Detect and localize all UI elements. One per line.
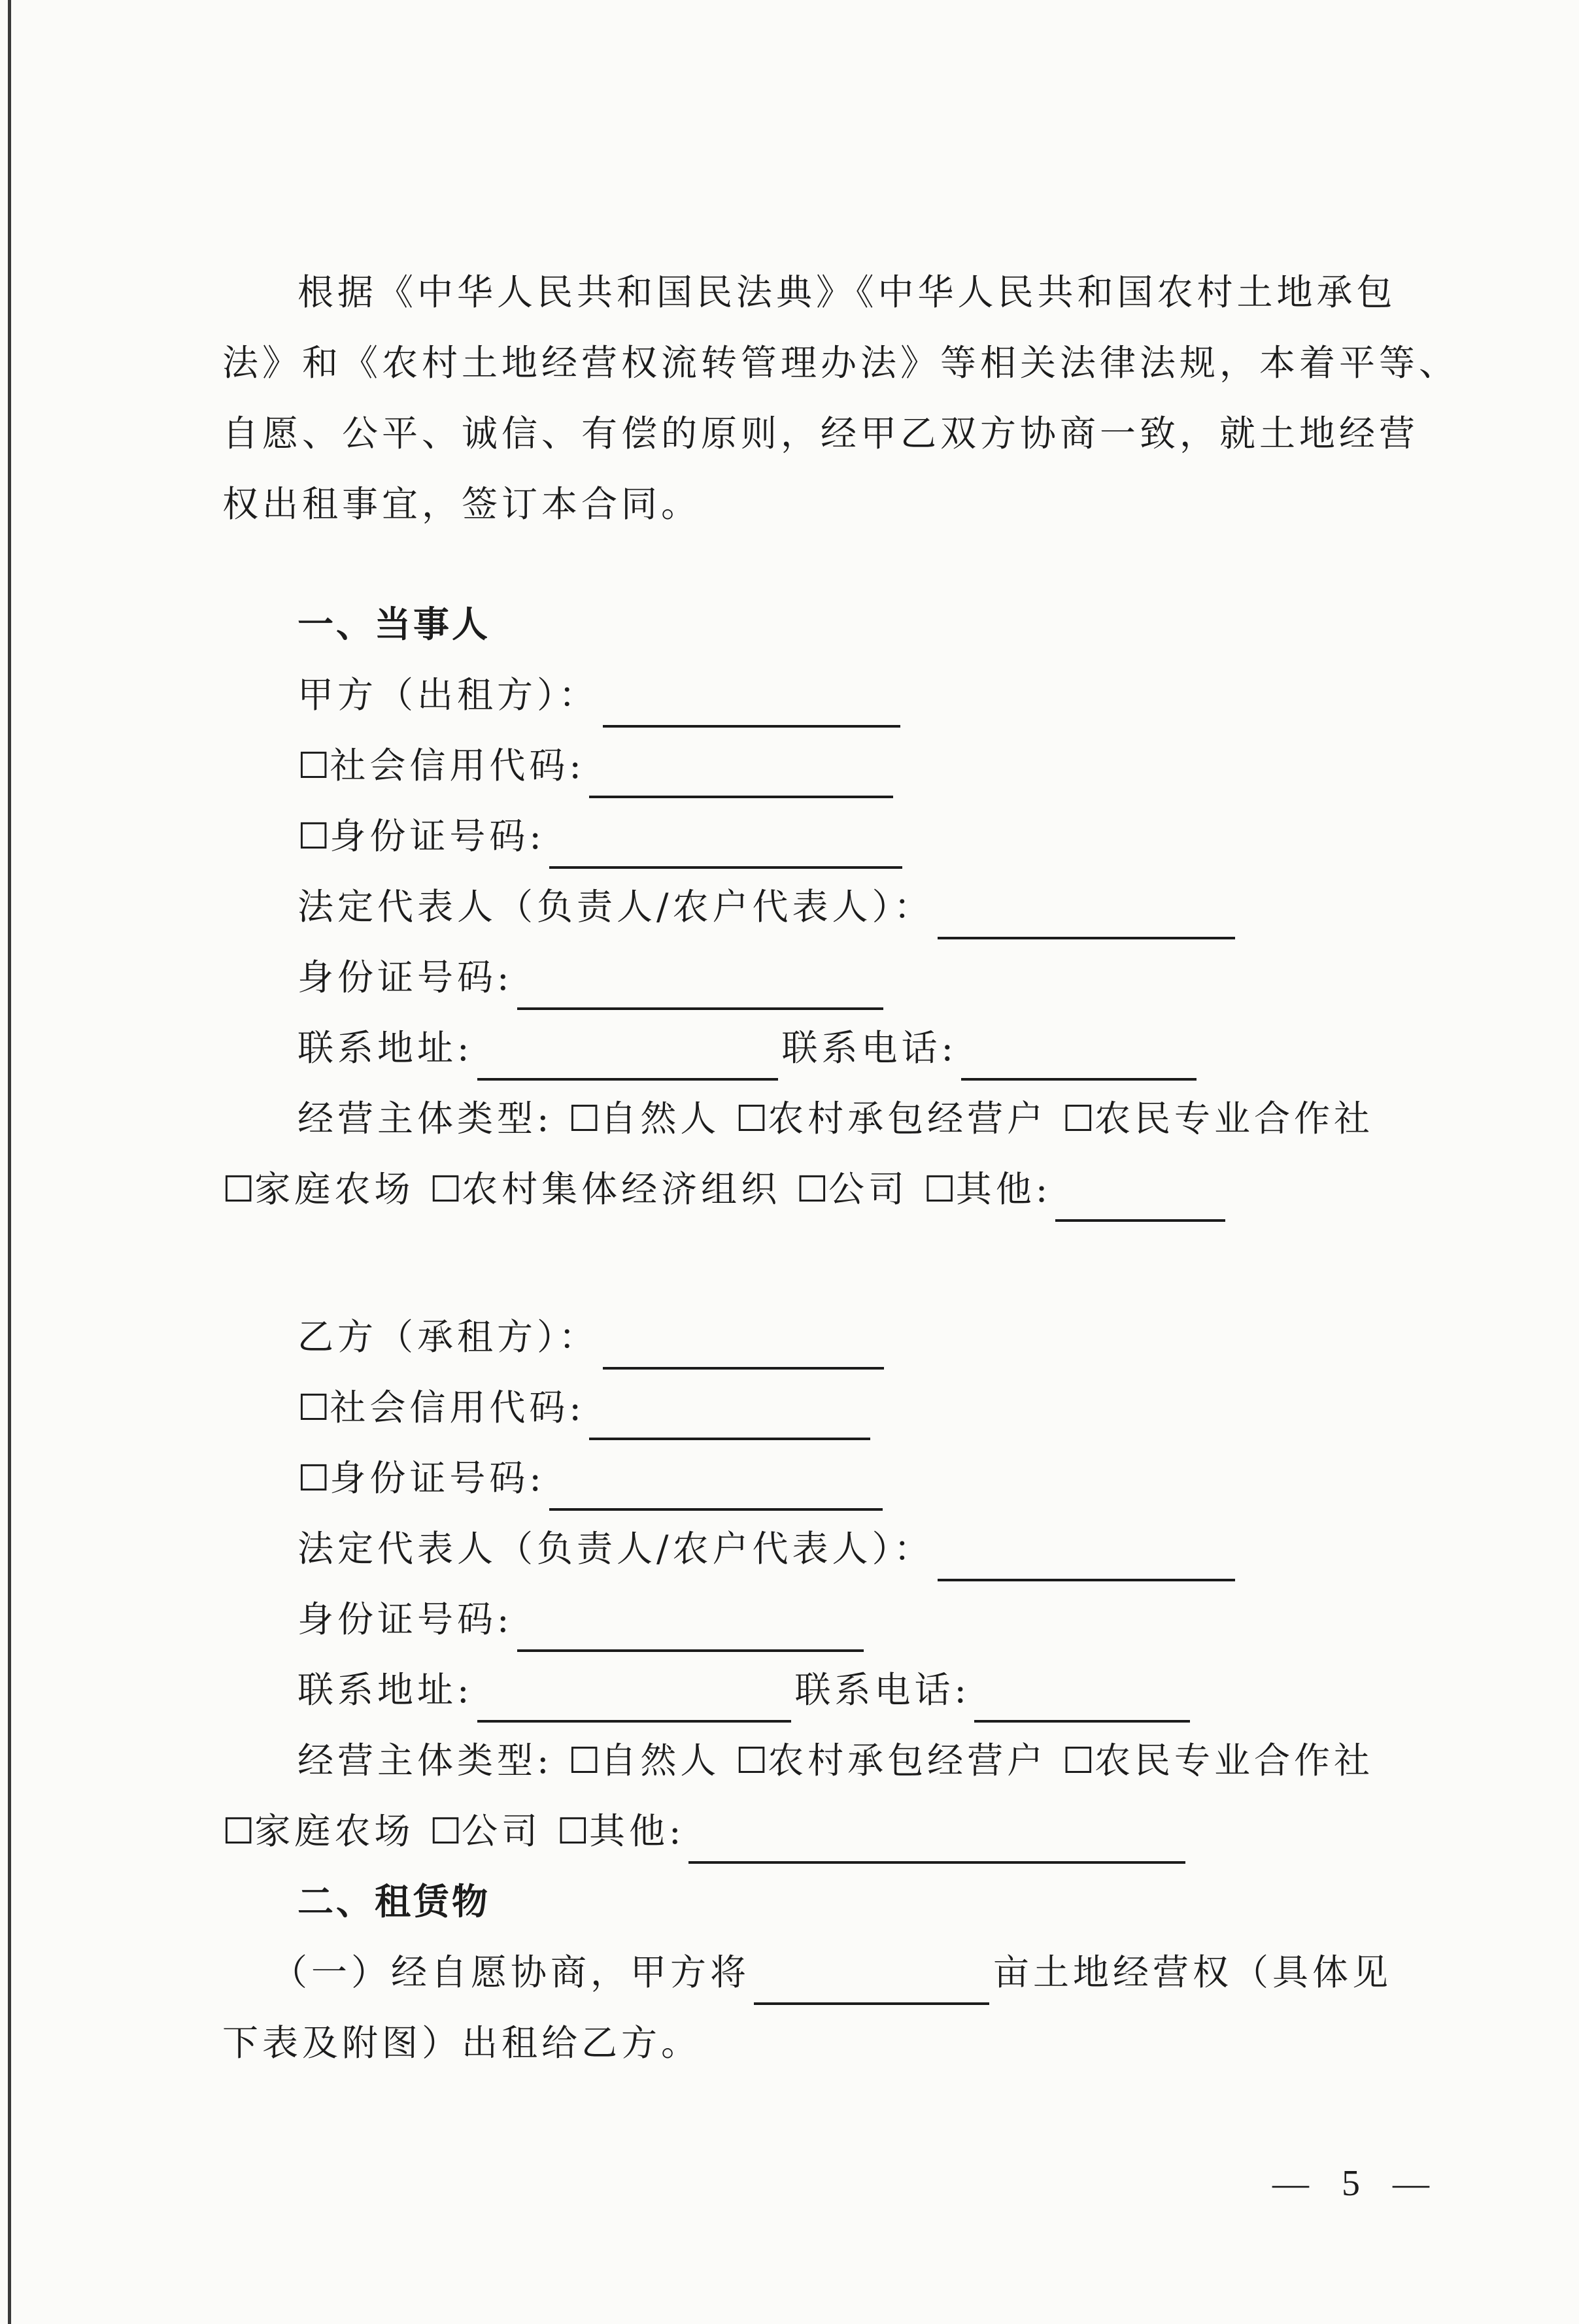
- clause-1-suffix: 亩土地经营权（具体见: [993, 1951, 1393, 1993]
- checkbox-icon[interactable]: ☐: [568, 1098, 601, 1139]
- party-b-phone-label: 联系电话:: [794, 1669, 971, 1711]
- party-b-entity-type-label: 经营主体类型:: [297, 1740, 553, 1781]
- party-a-rep-label: 法定代表人（负责人/农户代表人）：: [297, 886, 934, 928]
- type-option: 其他:: [588, 1810, 685, 1852]
- party-b-rep-label: 法定代表人（负责人/农户代表人）：: [297, 1528, 934, 1570]
- party-b-id-row: [297, 1445, 1347, 1511]
- type-option: 农民专业合作社: [1094, 1740, 1374, 1781]
- clause-1-line-2: 下表及附图）出租给乙方。: [222, 2022, 702, 2064]
- party-a-phone-label: 联系电话:: [781, 1027, 958, 1069]
- preamble-line-1: 根据《中华人民共和国民法典》《中华人民共和国农村土地承包: [297, 271, 1397, 313]
- party-a-name-row: [297, 662, 1347, 728]
- type-option: 公司: [462, 1810, 542, 1852]
- party-a-types-row-1: [297, 1086, 1374, 1151]
- type-option: 农民专业合作社: [1094, 1098, 1374, 1139]
- party-b-contact-row: [297, 1657, 1347, 1723]
- checkbox-icon[interactable]: ☐: [429, 1168, 462, 1210]
- party-a-credit-label: 社会信用代码:: [330, 745, 585, 786]
- party-b-credit-field[interactable]: [589, 1392, 870, 1440]
- type-option: 家庭农场: [254, 1168, 415, 1210]
- checkbox-icon[interactable]: ☐: [923, 1168, 956, 1210]
- clause-1-line-1: [271, 1940, 1393, 2005]
- preamble-line-4: 权出租事宜，签订本合同。: [222, 483, 702, 525]
- checkbox-icon[interactable]: ☐: [735, 1098, 768, 1139]
- type-option: 农村承包经营户: [768, 1098, 1047, 1139]
- type-option: 自然人: [600, 1098, 721, 1139]
- section-1-title: 一、当事人: [297, 603, 491, 645]
- checkbox-icon[interactable]: ☐: [297, 745, 330, 786]
- checkbox-icon[interactable]: ☐: [1062, 1740, 1095, 1781]
- party-a-other-field[interactable]: [1055, 1173, 1225, 1222]
- checkbox-icon[interactable]: ☐: [222, 1168, 255, 1210]
- checkbox-icon[interactable]: ☐: [297, 1387, 330, 1428]
- party-b-phone-field[interactable]: [974, 1674, 1190, 1723]
- party-a-credit-field[interactable]: [589, 750, 893, 798]
- party-b-name-field[interactable]: [603, 1321, 884, 1370]
- party-a-rep-id-row: [297, 945, 1347, 1010]
- party-a-rep-id-field[interactable]: [517, 962, 883, 1010]
- checkbox-icon[interactable]: ☐: [222, 1810, 255, 1852]
- party-a-id-row: [297, 803, 1347, 869]
- party-a-address-label: 联系地址:: [297, 1027, 473, 1069]
- party-a-name-label: 甲方（出租方）：: [297, 674, 599, 716]
- party-b-rep-id-field[interactable]: [517, 1604, 864, 1652]
- checkbox-icon[interactable]: ☐: [1062, 1098, 1095, 1139]
- party-b-credit-row: [297, 1375, 1347, 1440]
- party-b-id-field[interactable]: [549, 1462, 883, 1511]
- party-b-types-row-1: [297, 1728, 1374, 1793]
- page-number: — 5 —: [1272, 2163, 1441, 2204]
- party-a-id-field[interactable]: [549, 820, 902, 869]
- type-option: 其他:: [955, 1168, 1052, 1210]
- acreage-field[interactable]: [754, 1957, 989, 2005]
- clause-1-prefix: （一）经自愿协商，甲方将: [271, 1951, 751, 1993]
- party-a-contact-row: [297, 1015, 1347, 1081]
- party-b-types-row-2: [222, 1798, 1347, 1864]
- type-option: 自然人: [600, 1740, 721, 1781]
- checkbox-icon[interactable]: ☐: [735, 1740, 768, 1781]
- party-b-rep-id-row: [297, 1587, 1347, 1652]
- party-b-other-field[interactable]: [688, 1815, 1185, 1864]
- checkbox-icon[interactable]: ☐: [297, 1457, 330, 1499]
- type-option: 农村承包经营户: [768, 1740, 1047, 1781]
- party-a-address-field[interactable]: [477, 1032, 778, 1081]
- party-b-id-label: 身份证号码:: [330, 1457, 545, 1499]
- section-2-title: 二、租赁物: [297, 1881, 491, 1923]
- checkbox-icon[interactable]: ☐: [796, 1168, 828, 1210]
- party-b-name-row: [297, 1304, 1347, 1370]
- party-b-rep-row: [297, 1516, 1347, 1581]
- preamble-line-2: 法》和《农村土地经营权流转管理办法》等相关法律法规，本着平等、: [222, 342, 1459, 384]
- party-a-phone-field[interactable]: [961, 1032, 1197, 1081]
- party-a-credit-row: [297, 733, 1347, 798]
- party-a-rep-id-label: 身份证号码:: [297, 956, 513, 998]
- party-a-id-label: 身份证号码:: [330, 815, 545, 857]
- party-a-types-row-2: [222, 1156, 1347, 1222]
- party-a-rep-row: [297, 874, 1347, 939]
- party-b-rep-field[interactable]: [938, 1533, 1235, 1581]
- type-option: 农村集体经济组织: [462, 1168, 781, 1210]
- party-b-address-label: 联系地址:: [297, 1669, 473, 1711]
- checkbox-icon[interactable]: ☐: [568, 1740, 601, 1781]
- preamble-line-3: 自愿、公平、诚信、有偿的原则，经甲乙双方协商一致，就土地经营: [222, 413, 1419, 454]
- party-a-name-field[interactable]: [603, 679, 900, 728]
- party-b-address-field[interactable]: [477, 1674, 791, 1723]
- party-b-credit-label: 社会信用代码:: [330, 1387, 585, 1428]
- checkbox-icon[interactable]: ☐: [297, 815, 330, 857]
- party-b-rep-id-label: 身份证号码:: [297, 1598, 513, 1640]
- checkbox-icon[interactable]: ☐: [429, 1810, 462, 1852]
- checkbox-icon[interactable]: ☐: [556, 1810, 589, 1852]
- party-b-name-label: 乙方（承租方）：: [297, 1316, 599, 1358]
- party-a-entity-type-label: 经营主体类型:: [297, 1098, 553, 1139]
- type-option: 公司: [828, 1168, 908, 1210]
- party-a-rep-field[interactable]: [938, 891, 1235, 939]
- type-option: 家庭农场: [254, 1810, 415, 1852]
